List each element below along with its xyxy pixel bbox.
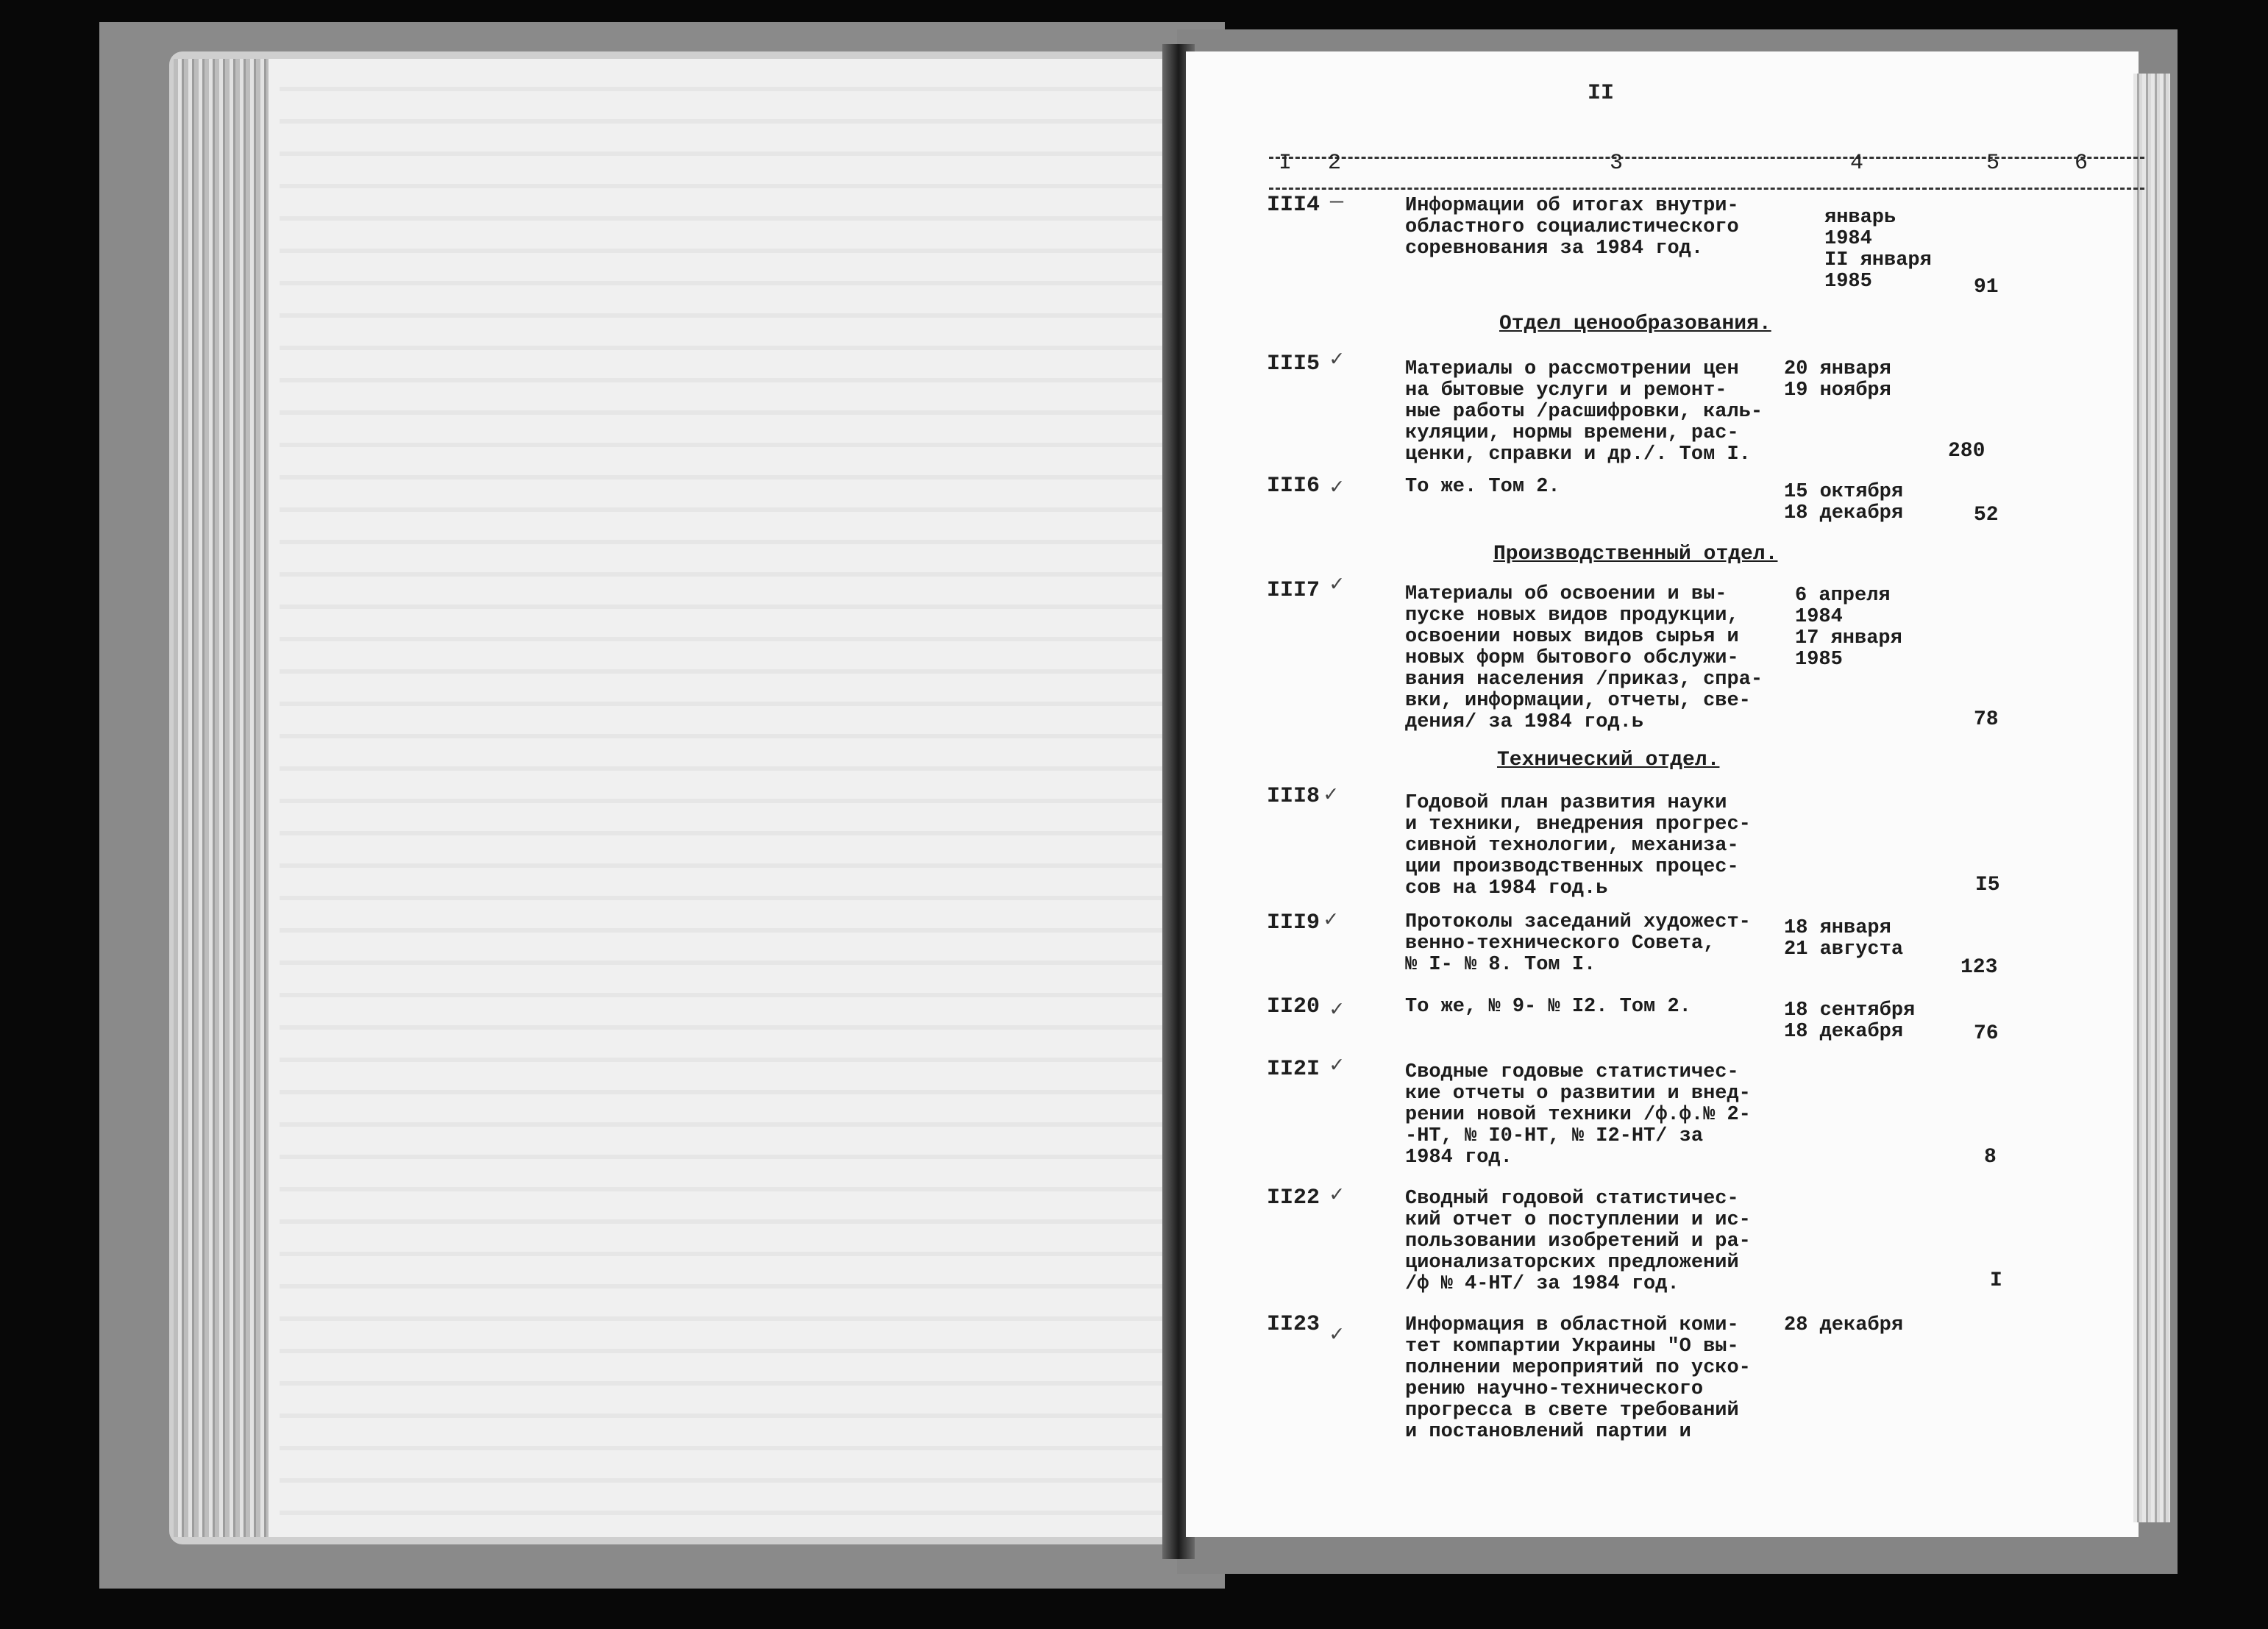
- check-mark-icon: ✓: [1330, 1054, 1344, 1079]
- section-heading: Отдел ценообразования.: [1499, 313, 1771, 335]
- entry-number: III7: [1267, 578, 1320, 603]
- entry-count: I5: [1975, 874, 2000, 897]
- check-mark-icon: ✓: [1330, 1183, 1344, 1208]
- column-header-1: I: [1279, 151, 1293, 176]
- entry-description: То же. Том 2.: [1405, 476, 1560, 498]
- entry-count: I: [1990, 1269, 2002, 1292]
- entry-count: 91: [1974, 276, 1999, 299]
- section-heading: Технический отдел.: [1497, 749, 1720, 771]
- header-rule-top: [1269, 157, 2144, 159]
- column-header-6: 6: [2075, 151, 2089, 176]
- page-edges-right: [2133, 74, 2170, 1522]
- check-mark-icon: ✓: [1330, 573, 1344, 598]
- entry-dates: 15 октября 18 декабря: [1784, 481, 1904, 524]
- check-mark-icon: ✓: [1330, 348, 1344, 373]
- entry-description: Сводные годовые статистичес- кие отчеты о развитии и внед- рении новой техники /ф.ф.№ 2- -НТ, № I0-НТ, № I2-НТ/ за 1984 год.: [1405, 1061, 1751, 1169]
- entry-number: II22: [1267, 1186, 1320, 1211]
- entry-description: Информации об итогах внутри- областного социалистического соревнования за 1984 год.: [1405, 195, 1739, 260]
- entry-count: 76: [1974, 1022, 1999, 1045]
- entry-dates: 18 сентября 18 декабря: [1784, 999, 1916, 1043]
- entry-dates: 20 января 19 ноября: [1784, 358, 1891, 402]
- entry-dates: 18 января 21 августа: [1784, 917, 1904, 960]
- entry-number: III8: [1267, 784, 1320, 809]
- entry-number: III4: [1267, 193, 1320, 218]
- entry-dates: январь 1984 II января 1985: [1824, 207, 1932, 293]
- left-page-bleedthrough: [280, 59, 1162, 1522]
- entry-number: II2I: [1267, 1057, 1320, 1082]
- entry-description: Сводный годовой статистичес- кий отчет о поступлении и ис- пользовании изобретений и ра- ционализаторских предложений /ф № 4-НТ/ за 1984 год.: [1405, 1188, 1751, 1295]
- page-number: II: [1588, 81, 1615, 106]
- entry-number: II23: [1267, 1312, 1320, 1337]
- entry-count: 78: [1974, 708, 1999, 731]
- entry-count: 280: [1948, 440, 1986, 463]
- entry-description: Протоколы заседаний художест- венно-технического Совета, № I- № 8. Том I.: [1405, 911, 1751, 976]
- entry-number: III9: [1267, 910, 1320, 935]
- entry-description: Материалы о рассмотрении цен на бытовые услуги и ремонт- ные работы /расшифровки, каль- куляции, нормы времени, рас- ценки, справки и др./. Том I.: [1405, 358, 1763, 466]
- section-heading: Производственный отдел.: [1493, 543, 1778, 566]
- column-header-2: 2: [1328, 151, 1342, 176]
- entry-dates: 28 декабря: [1784, 1314, 1904, 1336]
- entry-description: То же, № 9- № I2. Том 2.: [1405, 996, 1691, 1018]
- entry-count: 123: [1960, 956, 1998, 979]
- entry-number: III6: [1267, 474, 1320, 499]
- page-edges-left: [174, 59, 269, 1537]
- check-mark-icon: ✓: [1324, 908, 1338, 933]
- header-rule-bottom: [1269, 188, 2144, 190]
- entry-dates: 6 апреля 1984 17 января 1985: [1795, 585, 1902, 671]
- entry-description: Годовой план развития науки и техники, внедрения прогрес- сивной технологии, механиза- ции производственных процес- сов на 1984 год.ь: [1405, 792, 1751, 899]
- column-header-5: 5: [1986, 151, 2000, 176]
- entry-number: III5: [1267, 352, 1320, 377]
- column-header-3: 3: [1610, 151, 1624, 176]
- entry-description: Материалы об освоении и вы- пуске новых видов продукции, освоении новых видов сырья и новых форм бытового обслужи- вания населения /приказ, спра- вки, информации, отчеты, све- дения/ за 1984 год.ь: [1405, 583, 1763, 733]
- entry-description: Информация в областной коми- тет компартии Украины "О вы- полнении мероприятий по уско- рению научно-технического прогресса в свете требований и постановлений партии и: [1405, 1314, 1751, 1443]
- entry-number: II20: [1267, 994, 1320, 1019]
- entry-count: 8: [1984, 1146, 1997, 1169]
- check-mark-icon: ✓: [1330, 476, 1344, 501]
- column-header-4: 4: [1850, 151, 1864, 176]
- check-mark-icon: ✓: [1324, 783, 1338, 808]
- check-mark-icon: —: [1330, 190, 1344, 215]
- entry-count: 52: [1974, 504, 1999, 527]
- check-mark-icon: ✓: [1330, 998, 1344, 1023]
- check-mark-icon: ✓: [1330, 1323, 1344, 1348]
